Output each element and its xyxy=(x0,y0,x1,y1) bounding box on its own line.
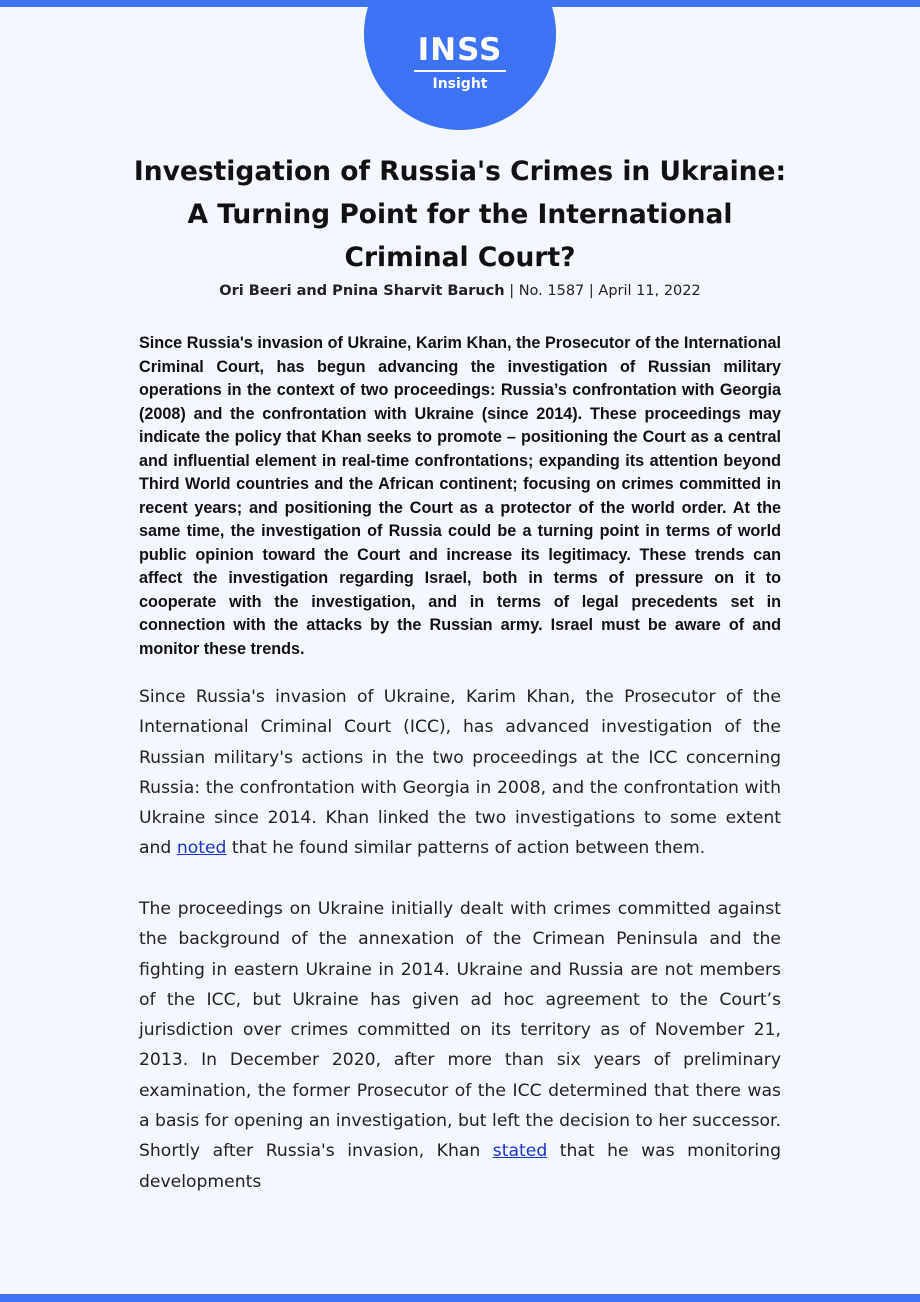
issue-number: No. 1587 xyxy=(518,283,585,299)
paragraph-text: The proceedings on Ukraine initially dealt with crimes committed against the background of the annexation of the Crimean Peninsula and the fighting in eastern Ukraine in 2014. Ukraine and Russia are not members of the ICC, but Ukraine has given ad hoc agreement to the Court’s jurisdiction over crimes committed on its territory as of November 21, 2013. In December 2020, after more than six years of preliminary examination, the former Prosecutor of the ICC determined that there was a basis for opening an investigation, but left the decision to her successor. Shortly after Russia's invasion, Khan xyxy=(139,899,781,1162)
byline xyxy=(130,280,790,302)
byline-separator: | xyxy=(504,283,519,299)
byline-separator: | xyxy=(584,283,599,299)
body-paragraph xyxy=(139,682,781,864)
publication-date: April 11, 2022 xyxy=(598,283,701,299)
stated-link[interactable]: stated xyxy=(492,1141,548,1162)
logo-text: INSS xyxy=(417,32,503,68)
logo-divider xyxy=(414,70,506,72)
inss-insight-logo[interactable] xyxy=(364,0,556,130)
logo-subtitle: Insight xyxy=(432,76,488,92)
paragraph-text: that he found similar patterns of action between them. xyxy=(226,838,706,859)
body-paragraph xyxy=(139,894,781,1197)
paragraph-text: Since Russia's invasion of Ukraine, Karim Khan, the Prosecutor of the International Criminal Court (ICC), has advanced investigation of the Russian military's actions in the two proceedings at the ICC concerning Russia: the confrontation with Georgia in 2008, and the confrontation with Ukraine since 2014. Khan linked the two investigations to some extent and xyxy=(139,687,781,859)
noted-link[interactable]: noted xyxy=(176,838,227,859)
bottom-accent-bar xyxy=(0,1294,920,1302)
abstract: Since Russia's invasion of Ukraine, Karim Khan, the Prosecutor of the International Criminal Court, has begun advancing the investigation of Russian military operations in the context of two proceedings: Russia’s confrontation with Georgia (2008) and the confrontation with Ukraine (since 2014). These proceedings may indicate the policy that Khan seeks to promote – positioning the Court as a central and influential element in real-time confrontations; expanding its attention beyond Third World countries and the African continent; focusing on crimes committed in recent years; and positioning the Court as a protector of the world order. At the same time, the investigation of Russia could be a turning point in terms of world public opinion toward the Court and increase its legitimacy. These trends can affect the investigation regarding Israel, both in terms of pressure on it to cooperate with the investigation, and in terms of legal precedents set in connection with the attacks by the Russian army. Israel must be aware of and monitor these trends. xyxy=(139,334,781,658)
article-title: Investigation of Russia's Crimes in Ukraine: A Turning Point for the International Criminal Court? xyxy=(133,156,787,273)
paragraph-text: that he was monitoring developments xyxy=(139,1141,781,1192)
authors: Ori Beeri and Pnina Sharvit Baruch xyxy=(219,283,505,299)
